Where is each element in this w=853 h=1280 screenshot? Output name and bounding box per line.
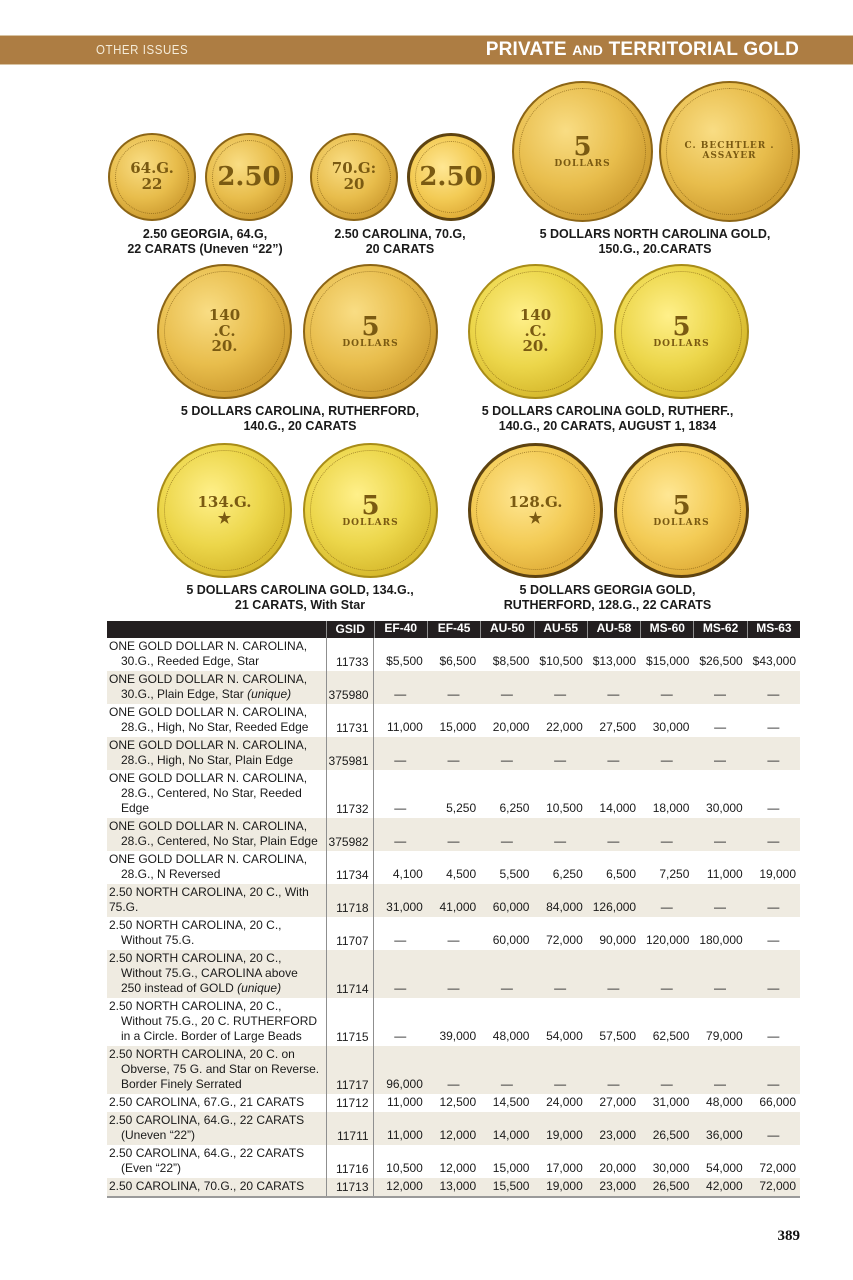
- price-cell: 19,000: [546, 1179, 583, 1193]
- coin-caption-line: RUTHERFORD, 128.G., 22 CARATS: [503, 598, 712, 612]
- coin-legend: .C.: [524, 321, 547, 340]
- coin-legend: 22: [141, 175, 163, 193]
- price-cell: $10,500: [539, 654, 583, 668]
- row-gsid: 375980: [326, 671, 374, 704]
- column-header-au55: AU-55: [534, 621, 587, 638]
- description-line: (Even “22”): [121, 1161, 182, 1175]
- coin-image-carolina-250-obverse: [310, 133, 398, 221]
- description-line: in a Circle. Border of Large Beads: [121, 1029, 302, 1043]
- coin-image-carolina-rutherford-obverse: [157, 264, 292, 399]
- price-cell: 66,000: [759, 1095, 797, 1109]
- coin-caption: [510, 227, 800, 257]
- price-cell: 4,500: [446, 867, 477, 881]
- row-description: [107, 737, 326, 770]
- price-cell: 7,250: [659, 867, 690, 881]
- coin-caption-line: 2.50 CAROLINA, 70.G,: [334, 227, 466, 241]
- row-gsid: 11715: [326, 998, 374, 1046]
- table-row: [107, 950, 800, 998]
- price-cell: 15,500: [492, 1179, 530, 1193]
- price-cell: —: [714, 753, 727, 767]
- price-cell: 72,000: [759, 1161, 797, 1175]
- coin-caption-line: 5 DOLLARS NORTH CAROLINA GOLD,: [539, 227, 771, 241]
- price-cell: $15,000: [646, 654, 690, 668]
- table-row: [107, 1046, 800, 1094]
- table-row: [107, 1145, 800, 1178]
- price-cell: 26,500: [652, 1179, 690, 1193]
- price-cell: 84,000: [546, 900, 583, 914]
- coin-image-carolina-134-obverse: [157, 443, 292, 578]
- coin-legend: DOLLARS: [653, 517, 710, 528]
- star-icon: ★: [217, 508, 232, 527]
- price-cell: —: [394, 981, 407, 995]
- price-cell: 11,000: [387, 1128, 423, 1142]
- price-cell: —: [394, 1029, 407, 1043]
- coin-caption-line: 5 DOLLARS GEORGIA GOLD,: [519, 583, 696, 597]
- row-description: [107, 1046, 326, 1094]
- table-row: [107, 770, 800, 818]
- row-description: [107, 950, 326, 998]
- section-label: OTHER ISSUES: [96, 43, 189, 57]
- price-cell: 15,000: [492, 1161, 530, 1175]
- price-cell: 27,500: [599, 720, 637, 734]
- price-cell: 31,000: [386, 900, 423, 914]
- coin-caption-line: 140.G., 20 CARATS, AUGUST 1, 1834: [498, 419, 717, 433]
- description-line: ONE GOLD DOLLAR N. CAROLINA,: [109, 852, 308, 866]
- price-cell: —: [394, 753, 407, 767]
- row-gsid: 11713: [326, 1178, 374, 1196]
- coin-caption-line: 150.G., 20.CARATS: [598, 242, 712, 256]
- price-cell: 19,000: [546, 1128, 583, 1142]
- coin-legend: 128.G.: [508, 492, 563, 511]
- price-cell: $13,000: [592, 654, 637, 668]
- price-cell: —: [554, 1077, 567, 1091]
- description-line: ONE GOLD DOLLAR N. CAROLINA,: [109, 672, 308, 686]
- description-line: ONE GOLD DOLLAR N. CAROLINA,: [109, 771, 308, 785]
- price-cell: —: [394, 834, 407, 848]
- coin-legend: 134.G.: [197, 492, 252, 511]
- row-gsid: 375982: [326, 818, 374, 851]
- price-cell: 6,250: [499, 801, 530, 815]
- page-number: 389: [777, 1228, 800, 1244]
- price-cell: $6,500: [439, 654, 477, 668]
- price-cell: —: [767, 687, 780, 701]
- price-cell: —: [447, 753, 460, 767]
- coin-legend: 5: [672, 490, 691, 521]
- coin-image-carolina-august-obverse: [468, 264, 603, 399]
- price-cell: 54,000: [546, 1029, 583, 1043]
- price-cell: 10,500: [546, 801, 583, 815]
- row-description: [107, 818, 326, 851]
- price-cell: —: [767, 1029, 780, 1043]
- column-header-au50: AU-50: [480, 621, 533, 638]
- price-cell: 11,000: [387, 720, 423, 734]
- price-cell: 62,500: [652, 1029, 690, 1043]
- price-cell: 11,000: [706, 867, 743, 881]
- price-cell: 54,000: [706, 1161, 743, 1175]
- coin-caption-line: 5 DOLLARS CAROLINA GOLD, 134.G.,: [186, 583, 414, 597]
- price-cell: —: [447, 687, 460, 701]
- table-row: [107, 851, 800, 884]
- price-cell: —: [660, 1077, 673, 1091]
- price-cell: —: [607, 687, 620, 701]
- price-cell: —: [714, 900, 727, 914]
- row-gsid: 11718: [326, 884, 374, 917]
- price-cell: —: [767, 720, 780, 734]
- price-cell: 15,000: [439, 720, 477, 734]
- coin-legend: 5: [361, 490, 380, 521]
- price-cell: 23,000: [599, 1179, 637, 1193]
- coin-caption-line: 5 DOLLARS CAROLINA, RUTHERFORD,: [180, 404, 420, 418]
- chapter-title-part3: TERRITORIAL GOLD: [608, 39, 799, 60]
- description-line: 28.G., N Reversed: [121, 867, 221, 881]
- price-cell: 96,000: [386, 1077, 423, 1091]
- coin-legend: 5: [573, 131, 592, 162]
- price-cell: —: [554, 753, 567, 767]
- table-header: [107, 621, 800, 638]
- coin-legend: 64.G.: [130, 159, 174, 178]
- row-description: [107, 704, 326, 737]
- price-cell: —: [554, 981, 567, 995]
- description-line: 30.G., Reeded Edge, Star: [121, 654, 260, 668]
- price-cell: 36,000: [706, 1128, 743, 1142]
- row-gsid: 375981: [326, 737, 374, 770]
- price-cell: 26,500: [652, 1128, 690, 1142]
- price-cell: —: [660, 834, 673, 848]
- row-description: [107, 1178, 326, 1196]
- price-cell: 20,000: [599, 1161, 637, 1175]
- price-cell: 23,000: [599, 1128, 637, 1142]
- price-cell: 27,000: [599, 1095, 637, 1109]
- row-description: [107, 917, 326, 950]
- description-line: 28.G., High, No Star, Plain Edge: [121, 753, 294, 767]
- coin-legend: 5: [672, 311, 691, 342]
- price-cell: 11,000: [387, 1095, 423, 1109]
- coin-legend: 20: [343, 175, 365, 193]
- coin-image-carolina-134-reverse: [303, 443, 438, 578]
- table-row: [107, 917, 800, 950]
- row-description: [107, 884, 326, 917]
- row-gsid: 11714: [326, 950, 374, 998]
- chapter-title: [486, 39, 799, 61]
- price-cell: —: [607, 1077, 620, 1091]
- row-description: [107, 770, 326, 818]
- price-cell: —: [607, 834, 620, 848]
- row-gsid: 11712: [326, 1094, 374, 1112]
- price-cell: 13,000: [439, 1179, 477, 1193]
- price-cell: —: [767, 801, 780, 815]
- coin-legend: 140: [519, 305, 552, 324]
- description-line: 2.50 CAROLINA, 70.G., 20 CARATS: [109, 1179, 305, 1193]
- coin-image-nc-5-reverse: [659, 81, 800, 222]
- price-cell: 120,000: [646, 933, 690, 947]
- coin-image-carolina-250-reverse: [407, 133, 495, 221]
- price-cell: 14,500: [492, 1095, 530, 1109]
- price-cell: 60,000: [492, 900, 530, 914]
- price-cell: $8,500: [492, 654, 530, 668]
- price-cell: —: [767, 900, 780, 914]
- description-line: ONE GOLD DOLLAR N. CAROLINA,: [109, 819, 308, 833]
- description-line: ONE GOLD DOLLAR N. CAROLINA,: [109, 705, 308, 719]
- table-row: [107, 1112, 800, 1145]
- price-cell: 17,000: [546, 1161, 583, 1175]
- row-description: [107, 1094, 326, 1112]
- coin-image-carolina-rutherford-reverse: [303, 264, 438, 399]
- description-line: 250 instead of GOLD: [121, 981, 234, 995]
- chapter-title-part1: PRIVATE: [485, 39, 567, 60]
- row-gsid: 11717: [326, 1046, 374, 1094]
- price-cell: 30,000: [706, 801, 743, 815]
- coin-caption: [150, 404, 450, 434]
- price-cell: 18,000: [652, 801, 690, 815]
- price-cell: 39,000: [439, 1029, 477, 1043]
- table-row: [107, 737, 800, 770]
- price-cell: —: [660, 900, 673, 914]
- coin-legend: DOLLARS: [554, 158, 611, 169]
- coin-legend: DOLLARS: [342, 517, 399, 528]
- price-cell: 4,100: [392, 867, 423, 881]
- price-cell: —: [714, 834, 727, 848]
- price-cell: —: [394, 933, 407, 947]
- coin-legend: 70.G:: [331, 159, 377, 178]
- price-cell: 41,000: [439, 900, 477, 914]
- coin-legend: 2.50: [419, 162, 483, 192]
- row-description: [107, 851, 326, 884]
- coin-image-carolina-august-reverse: [614, 264, 749, 399]
- price-cell: —: [767, 933, 780, 947]
- column-header-ms63: MS-63: [747, 621, 800, 638]
- column-header-ms62: MS-62: [693, 621, 746, 638]
- price-cell: 180,000: [699, 933, 743, 947]
- price-cell: —: [767, 981, 780, 995]
- description-line: 2.50 NORTH CAROLINA, 20 C.,: [109, 951, 282, 965]
- coin-caption: [455, 404, 760, 434]
- coin-image-georgia-250-obverse: [108, 133, 196, 221]
- description-line: 2.50 CAROLINA, 64.G., 22 CARATS: [109, 1146, 305, 1160]
- price-cell: 14,000: [492, 1128, 530, 1142]
- price-cell: —: [607, 981, 620, 995]
- price-cell: 12,000: [439, 1161, 477, 1175]
- coin-caption-line: 140.G., 20 CARATS: [243, 419, 357, 433]
- coin-legend: DOLLARS: [342, 338, 399, 349]
- price-cell: 10,500: [386, 1161, 423, 1175]
- column-header-description: [107, 621, 326, 638]
- price-cell: 6,500: [606, 867, 637, 881]
- table-row: [107, 1094, 800, 1112]
- price-cell: —: [554, 834, 567, 848]
- price-cell: 126,000: [592, 900, 637, 914]
- price-table: [107, 621, 800, 1198]
- price-cell: —: [767, 753, 780, 767]
- description-line: 28.G., High, No Star, Reeded Edge: [121, 720, 309, 734]
- price-cell: —: [554, 687, 567, 701]
- description-line: 2.50 CAROLINA, 64.G., 22 CARATS: [109, 1113, 305, 1127]
- coin-image-georgia-5-reverse: [614, 443, 749, 578]
- column-header-gsid: GSID: [326, 621, 374, 638]
- price-cell: 24,000: [546, 1095, 583, 1109]
- price-cell: 14,000: [599, 801, 637, 815]
- price-cell: 72,000: [759, 1179, 797, 1193]
- price-cell: 90,000: [599, 933, 637, 947]
- coin-caption: [455, 583, 760, 613]
- price-cell: —: [500, 981, 513, 995]
- price-cell: —: [660, 687, 673, 701]
- coin-legend: 20.: [522, 337, 549, 356]
- coin-legend: 2.50: [217, 162, 281, 192]
- description-line: 2.50 NORTH CAROLINA, 20 C.,: [109, 918, 282, 932]
- coin-image-nc-5-obverse: [512, 81, 653, 222]
- price-cell: —: [714, 687, 727, 701]
- table-row: [107, 818, 800, 851]
- price-cell: —: [394, 801, 407, 815]
- coin-caption: [300, 227, 500, 257]
- row-description: [107, 1145, 326, 1178]
- running-header: [0, 35, 853, 65]
- table-body: [107, 638, 800, 1196]
- row-gsid: 11734: [326, 851, 374, 884]
- price-cell: 5,500: [499, 867, 530, 881]
- coin-caption-line: 22 CARATS (Uneven “22”): [127, 242, 283, 256]
- description-line: Without 75.G.: [121, 933, 195, 947]
- row-gsid: 11711: [326, 1112, 374, 1145]
- description-line: Without 75.G., CAROLINA above: [121, 966, 298, 980]
- price-cell: —: [767, 1128, 780, 1142]
- coin-legend: 20.: [211, 337, 238, 356]
- row-description: [107, 998, 326, 1046]
- row-gsid: 11707: [326, 917, 374, 950]
- description-line: 30.G., Plain Edge, Star: [121, 687, 244, 701]
- coin-caption: [150, 583, 450, 613]
- description-line: 28.G., Centered, No Star, Plain Edge: [121, 834, 318, 848]
- description-line: 28.G., Centered, No Star, Reeded Edge: [121, 786, 302, 815]
- description-line: 2.50 NORTH CAROLINA, 20 C. on: [109, 1047, 295, 1061]
- price-cell: $43,000: [752, 654, 797, 668]
- price-cell: 20,000: [492, 720, 530, 734]
- star-icon: ★: [528, 508, 543, 527]
- coin-caption-line: 2.50 GEORGIA, 64.G,: [142, 227, 268, 241]
- price-cell: —: [447, 1077, 460, 1091]
- price-cell: 12,000: [439, 1128, 477, 1142]
- price-cell: —: [767, 1077, 780, 1091]
- coin-legend: .C.: [213, 321, 236, 340]
- coin-image-georgia-250-reverse: [205, 133, 293, 221]
- coin-legend: 5: [361, 311, 380, 342]
- row-gsid: 11733: [326, 638, 374, 671]
- description-line: 2.50 NORTH CAROLINA, 20 C., With 75.G.: [109, 885, 309, 914]
- row-description: [107, 1112, 326, 1145]
- coin-caption: [100, 227, 310, 257]
- description-line: 2.50 CAROLINA, 67.G., 21 CARATS: [109, 1095, 305, 1109]
- price-cell: 72,000: [546, 933, 583, 947]
- price-cell: 12,000: [386, 1179, 423, 1193]
- price-cell: 79,000: [706, 1029, 743, 1043]
- price-cell: 60,000: [492, 933, 530, 947]
- description-line: ONE GOLD DOLLAR N. CAROLINA,: [109, 738, 308, 752]
- price-cell: —: [660, 753, 673, 767]
- coin-image-georgia-5-obverse: [468, 443, 603, 578]
- price-cell: —: [714, 1077, 727, 1091]
- price-cell: 6,250: [552, 867, 583, 881]
- price-cell: 57,500: [599, 1029, 637, 1043]
- price-cell: 48,000: [706, 1095, 743, 1109]
- table-row: [107, 638, 800, 671]
- price-cell: 12,500: [439, 1095, 477, 1109]
- description-line: 2.50 NORTH CAROLINA, 20 C.,: [109, 999, 282, 1013]
- price-cell: 31,000: [652, 1095, 690, 1109]
- price-cell: 30,000: [652, 720, 690, 734]
- description-line: Border Finely Serrated: [121, 1077, 242, 1091]
- coin-legend: DOLLARS: [653, 338, 710, 349]
- chapter-title-part2: AND: [572, 42, 604, 58]
- coin-legend: C. BECHTLER . ASSAYER: [684, 140, 775, 161]
- price-cell: —: [500, 687, 513, 701]
- table-row: [107, 998, 800, 1046]
- table-row: [107, 671, 800, 704]
- coin-caption-line: 5 DOLLARS CAROLINA GOLD, RUTHERF.,: [481, 404, 734, 418]
- column-header-ef40: EF-40: [374, 621, 427, 638]
- price-cell: —: [447, 981, 460, 995]
- price-cell: 5,250: [446, 801, 477, 815]
- price-cell: 48,000: [492, 1029, 530, 1043]
- price-cell: —: [714, 981, 727, 995]
- price-cell: —: [714, 720, 727, 734]
- price-cell: —: [447, 933, 460, 947]
- price-cell: —: [500, 834, 513, 848]
- coin-caption-line: 20 CARATS: [365, 242, 435, 256]
- table-row: [107, 1178, 800, 1196]
- description-line: (Uneven “22”): [121, 1128, 196, 1142]
- table-row: [107, 704, 800, 737]
- price-cell: 19,000: [759, 867, 797, 881]
- price-cell: —: [607, 753, 620, 767]
- price-cell: —: [447, 834, 460, 848]
- row-gsid: 11732: [326, 770, 374, 818]
- description-line: Obverse, 75 G. and Star on Reverse.: [121, 1062, 320, 1076]
- coin-caption-line: 21 CARATS, With Star: [234, 598, 366, 612]
- price-cell: 42,000: [706, 1179, 743, 1193]
- column-header-ef45: EF-45: [427, 621, 480, 638]
- price-cell: —: [394, 687, 407, 701]
- price-cell: —: [500, 1077, 513, 1091]
- column-header-ms60: MS-60: [640, 621, 693, 638]
- price-cell: —: [660, 981, 673, 995]
- price-cell: $26,500: [699, 654, 743, 668]
- row-gsid: 11731: [326, 704, 374, 737]
- description-line: Without 75.G., 20 C. RUTHERFORD: [121, 1014, 318, 1028]
- price-cell: —: [767, 834, 780, 848]
- price-cell: 22,000: [546, 720, 583, 734]
- row-description: [107, 638, 326, 671]
- row-gsid: 11716: [326, 1145, 374, 1178]
- description-note: (unique): [237, 981, 282, 995]
- description-line: ONE GOLD DOLLAR N. CAROLINA,: [109, 639, 308, 653]
- price-cell: $5,500: [386, 654, 423, 668]
- price-cell: —: [500, 753, 513, 767]
- column-header-au58: AU-58: [587, 621, 640, 638]
- coin-legend: 140: [208, 305, 241, 324]
- description-note: (unique): [247, 687, 292, 701]
- row-description: [107, 671, 326, 704]
- price-cell: 30,000: [652, 1161, 690, 1175]
- table-row: [107, 884, 800, 917]
